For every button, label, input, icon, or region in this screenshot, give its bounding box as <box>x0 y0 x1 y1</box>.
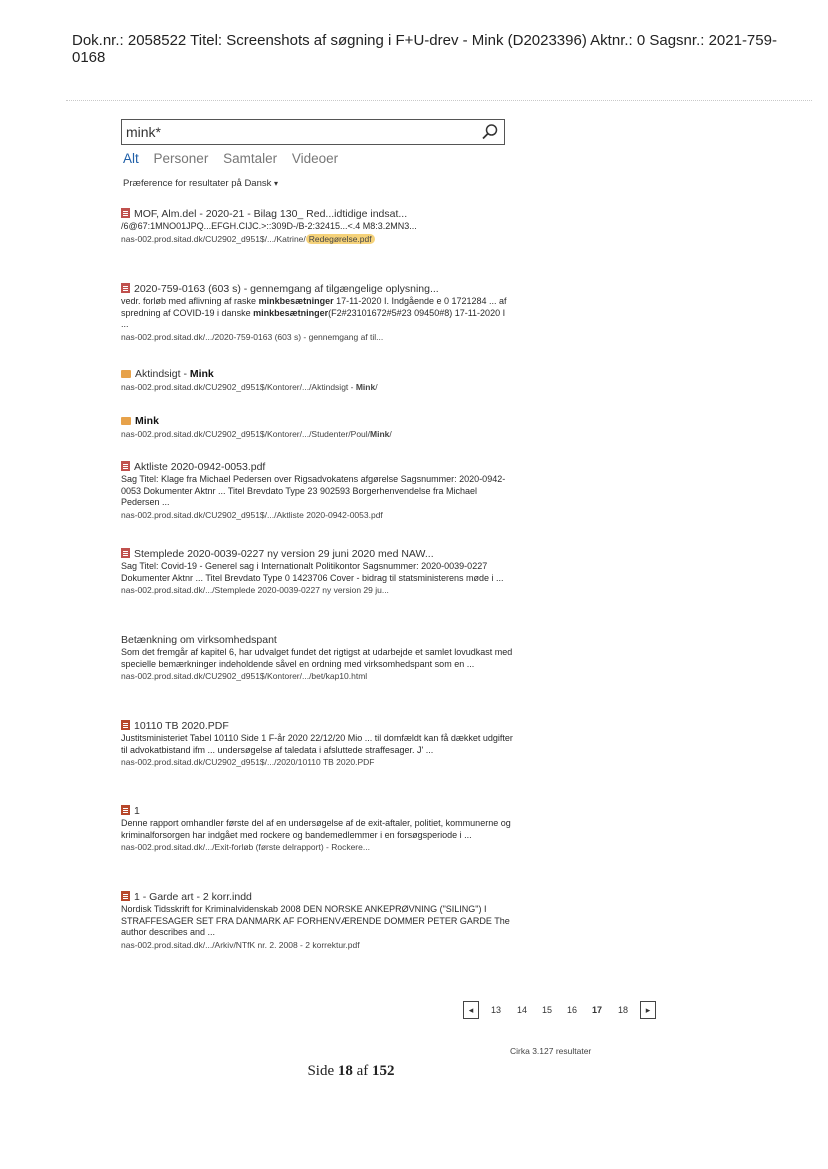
result-title[interactable]: Betænkning om virksomhedspant <box>121 634 277 646</box>
next-page-button[interactable]: ▸ <box>640 1001 656 1019</box>
result-snippet <box>121 296 513 331</box>
tab-conversations[interactable]: Samtaler <box>223 151 278 166</box>
result-title[interactable] <box>121 461 513 474</box>
ppt-icon <box>121 805 130 815</box>
result-url-path: / <box>375 382 378 392</box>
result-title[interactable] <box>121 415 513 428</box>
pdf-icon <box>121 208 130 218</box>
page-link[interactable]: 13 <box>491 1005 502 1015</box>
result-url[interactable]: nas-002.prod.sitad.dk/.../Arkiv/NTfK nr. 2. 2008 - 2 korrektur.pdf <box>121 939 360 950</box>
result-item <box>121 805 513 853</box>
result-snippet: Justitsministeriet Tabel 10110 Side 1 F-år 2020 22/12/20 Mio ... til domfældt kan få dækket udgifter til advokatbistand ifm ... undersøgelse af taledata i afsluttede straffesager. J' ... <box>121 733 513 755</box>
prev-page-button[interactable]: ◂ <box>463 1001 479 1019</box>
result-url[interactable]: nas-002.prod.sitad.dk/CU2902_d951$/Kontorer/.../bet/kap10.html <box>121 671 368 681</box>
result-snippet: Sag Titel: Klage fra Michael Pedersen over Rigsadvokatens afgørelse Sagsnummer: 2020-0942-0053 Dokumenter Aktnr ... Titel Brevdato Type 23 902593 Borgerhenvendelse fra Michael Pedersen ... <box>121 474 506 507</box>
result-snippet: Som det fremgår af kapitel 6, har udvalget fundet det rigtigst at udarbejde et samlet lovudkast med specielle bemærkninger indeholdende såvel en ordning med virksomhedspant som en ... <box>121 647 513 669</box>
result-url-bold: Mink <box>355 382 376 392</box>
footer-text: af <box>352 1063 373 1079</box>
result-url-path: nas-002.prod.sitad.dk/CU2902_d951$/Kontorer/.../Studenter/Poul/ <box>121 429 371 439</box>
result-title-text: Stemplede 2020-0039-0227 ny version 29 juni 2020 med NAW... <box>134 548 434 560</box>
result-item <box>121 283 513 343</box>
result-title[interactable] <box>121 548 513 561</box>
pdf-icon <box>121 283 130 293</box>
tab-videos[interactable]: Videoer <box>291 151 339 166</box>
result-url-bold: Mink <box>370 429 390 439</box>
result-item <box>121 548 513 596</box>
search-icon[interactable] <box>481 123 499 141</box>
pdf-icon <box>121 461 130 471</box>
snippet-part: (F2#23101672#5#23 09450#8) 17-11-2020 I ... <box>121 307 506 329</box>
result-title-text: Aktliste 2020-0942-0053.pdf <box>134 461 266 473</box>
result-count: Cirka 3.127 resultater <box>510 1046 592 1056</box>
result-url[interactable] <box>121 381 513 393</box>
result-url-path: nas-002.prod.sitad.dk/CU2902_d951$/Kontorer/.../Aktindsigt - <box>121 382 356 392</box>
page-link[interactable]: 14 <box>517 1005 528 1015</box>
pdf-icon <box>121 548 130 558</box>
footer-page: 18 <box>337 1063 353 1079</box>
tab-all[interactable]: Alt <box>123 151 139 166</box>
result-url[interactable]: nas-002.prod.sitad.dk/CU2902_d951$/.../Aktliste 2020-0942-0053.pdf <box>121 509 383 520</box>
search-tabs <box>123 151 349 166</box>
result-title-text: 10110 TB 2020.PDF <box>134 720 229 732</box>
chevron-down-icon: ▾ <box>274 179 279 188</box>
snippet-part: 17-11-2020 I. Indgående e 0 1721284 ... af spredning af COVID-19 i danske <box>121 296 507 318</box>
result-item <box>121 368 513 393</box>
result-item <box>121 634 513 682</box>
result-snippet: Denne rapport omhandler første del af en undersøgelse af de exit-aftaler, politiet, kommunerne og kriminalforsorgen har indgået med rockere og bandemedlemmer i en forsøgsperiode i ... <box>121 818 511 840</box>
divider <box>66 100 812 101</box>
result-title-text: 1 - Garde art - 2 korr.indd <box>134 891 252 903</box>
folder-icon <box>121 370 131 378</box>
snippet-bold: minkbesætninger <box>253 307 329 318</box>
result-item <box>121 891 513 951</box>
result-title[interactable] <box>121 720 513 733</box>
snippet-part: vedr. forløb med aflivning af raske <box>121 296 259 306</box>
page-link[interactable]: 16 <box>567 1005 578 1015</box>
result-snippet: /6@67:1MNO01JPQ...EFGH.CIJC.>::309D-/B-2:32415...<.4 M8:3.2MN3... <box>121 221 417 231</box>
result-snippet: Nordisk Tidsskrift for Kriminalvidenskab 2008 DEN NORSKE ANKEPRØVNING ("SILING") I STRAFFESAGER SET FRA DANMARK AF FORHENVÆRENDE DOMMER PETER GARDE The author describes and ... <box>121 904 510 937</box>
page-link[interactable]: 15 <box>542 1005 553 1015</box>
result-title-text: 2020-759-0163 (603 s) - gennemgang af tilgængelige oplysning... <box>134 283 439 295</box>
ppt-icon <box>121 720 130 730</box>
search-box[interactable] <box>121 119 505 145</box>
result-url[interactable] <box>121 233 513 245</box>
result-title[interactable] <box>121 208 513 221</box>
result-url-path: nas-002.prod.sitad.dk/CU2902_d951$/.../Katrine/ <box>121 233 306 244</box>
ppt-icon <box>121 891 130 901</box>
result-url-highlight: Redegørelse.pdf <box>306 234 375 244</box>
result-url[interactable]: nas-002.prod.sitad.dk/.../Stemplede 2020-0039-0227 ny version 29 ju... <box>121 585 389 595</box>
result-item <box>121 461 513 521</box>
tab-people[interactable]: Personer <box>153 151 209 166</box>
footer-total: 152 <box>372 1063 395 1079</box>
search-input[interactable] <box>126 123 466 141</box>
result-url[interactable]: nas-002.prod.sitad.dk/.../2020-759-0163 (603 s) - gennemgang af til... <box>121 331 384 342</box>
result-url[interactable]: nas-002.prod.sitad.dk/.../Exit-forløb (første delrapport) - Rockere... <box>121 842 370 852</box>
language-preference-label: Præference for resultater på Dansk <box>123 178 272 189</box>
result-title[interactable] <box>121 368 513 381</box>
result-title-text: Aktindsigt - <box>135 368 190 380</box>
result-url-path: / <box>389 429 392 439</box>
footer-text: Side <box>307 1063 338 1079</box>
page-link-current[interactable]: 17 <box>592 1005 603 1015</box>
result-item <box>121 415 513 440</box>
result-item <box>121 720 513 768</box>
language-preference[interactable] <box>123 178 278 189</box>
result-title[interactable] <box>121 805 513 818</box>
result-item <box>121 208 513 245</box>
result-title[interactable] <box>121 283 513 296</box>
result-title-bold: Mink <box>135 415 159 427</box>
snippet-bold: minkbesætninger <box>258 296 334 306</box>
page-footer <box>0 1063 702 1080</box>
result-snippet: Sag Titel: Covid-19 - Generel sag i Internationalt Politikontor Sagsnummer: 2020-0039-0227 Dokumenter Aktnr ... Titel Brevdato Type 0 1423706 Cover - bidrag til statsministerens møde i ... <box>121 561 504 583</box>
result-url[interactable] <box>121 428 513 440</box>
result-title-text: MOF, Alm.del - 2020-21 - Bilag 130_ Red...idtidige indsat... <box>134 208 408 220</box>
folder-icon <box>121 417 131 425</box>
result-title-bold: Mink <box>189 368 214 380</box>
result-title-text: 1 <box>134 805 140 817</box>
result-url[interactable]: nas-002.prod.sitad.dk/CU2902_d951$/.../2020/10110 TB 2020.PDF <box>121 757 375 767</box>
result-title[interactable] <box>121 891 513 904</box>
page-link[interactable]: 18 <box>618 1005 629 1015</box>
document-header: Dok.nr.: 2058522 Titel: Screenshots af søgning i F+U-drev - Mink (D2023396) Aktnr.: 0 Sagsnr.: 2021-759-0168 <box>72 32 777 66</box>
